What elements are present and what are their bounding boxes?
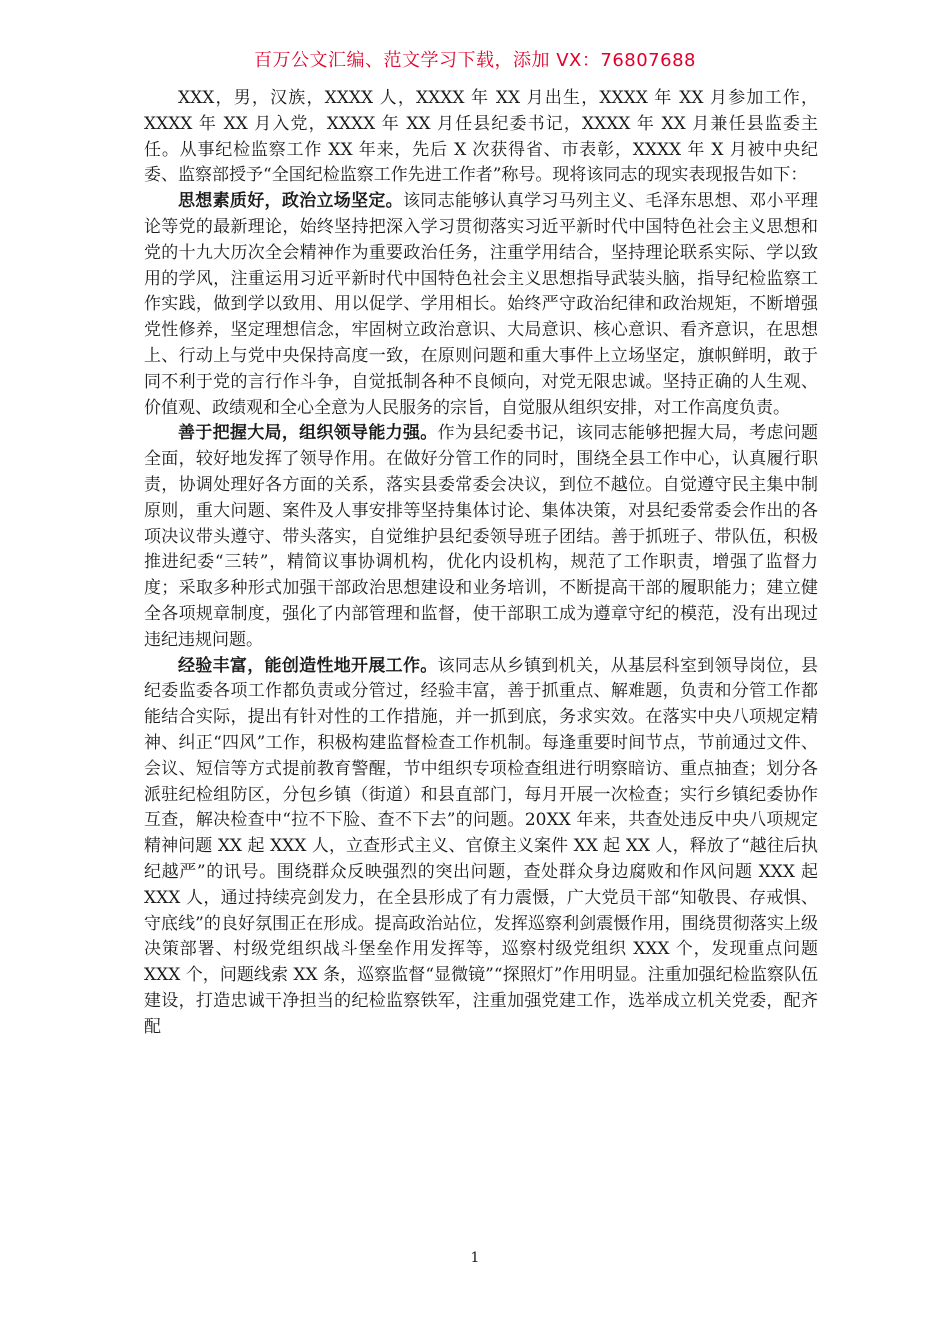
section-heading-3: 经验丰富，能创造性地开展工作。 [178, 655, 438, 676]
page-number: 1 [470, 1250, 480, 1266]
section-paragraph-1 [144, 189, 818, 421]
section-heading-1: 思想素质好，政治立场坚定。 [178, 191, 403, 212]
section-body-2: 作为县纪委书记，该同志能够把握大局，考虑问题全面，较好地发挥了领导作用。在做好分管工作的同时，围绕全县工作中心，认真履行职责，协调处理好各方面的关系，落实县委常委会决议，到位不越位。自觉遵守民主集中制原则，重大问题、案件及人事安排等坚持集体讨论、集体决策，对县纪委常委会作出的各项决议带头遵守、带头落实，自觉维护县纪委领导班子团结。善于抓班子、带队伍，积极推进纪委“三转”，精简议事协调机构，优化内设机构，规范了工作职责，增强了监督力度；采取多种形式加强干部政治思想建设和业务培训，不断提高干部的履职能力；建立健全各项规章制度，强化了内部管理和监督，使干部职工成为遵章守纪的模范，没有出现过违纪违规问题。 [144, 423, 819, 650]
intro-paragraph: XXX，男，汉族，XXXX 人，XXXX 年 XX 月出生，XXXX 年 XX 月参加工作，XXXX 年 XX 月入党，XXXX 年 XX 月任县纪委书记，XXXX 年 XX 月兼任县监委主任。从事纪检监察工作 XX 年来，先后 X 次获得省、市表彰，XXXX 年 X 月被中央纪委、监察部授予“全国纪检监察工作先进工作者”称号。现将该同志的现实表现报告如下： [144, 88, 818, 186]
section-body-3: 该同志从乡镇到机关，从基层科室到领导岗位，县纪委监委各项工作都负责或分管过，经验丰富，善于抓重点、解难题，负责和分管工作都能结合实际，提出有针对性的工作措施，并一抓到底，务求实效。在落实中央八项规定精神、纠正“四风”工作，积极构建监督检查工作机制。每逢重要时间节点，节前通过文件、会议、短信等方式提前教育警醒，节中组织专项检查组进行明察暗访、重点抽查；划分各派驻纪检组防区，分包乡镇（街道）和县直部门，每月开展一次检查；实行乡镇纪委协作互查，解决检查中“拉不下脸、查不下去”的问题。20XX 年来，共查处违反中央八项规定精神问题 XX 起 XXX 人，立查形式主义、官僚主义案件 XX 起 XX 人，释放了“越往后执纪越严”的讯号。围绕群众反映强烈的突出问题，查处群众身边腐败和作风问题 XXX 起 XXX 人，通过持续亮剑发力，在全县形成了有力震慑，广大党员干部“知敬畏、存戒惧、守底线”的良好氛围正在形成。提高政治站位，发挥巡察利剑震慑作用，围绕贯彻落实上级决策部署、村级党组织战斗堡垒作用发挥等，巡察村级党组织 XXX 个，发现重点问题 XXX 个，问题线索 XX 条，巡察监督“显微镜”“探照灯”作用明显。注重加强纪检监察队伍建设，打造忠诚干净担当的纪检监察铁军，注重加强党建工作，选举成立机关党委，配齐配 [144, 655, 819, 1037]
section-paragraph-2 [144, 421, 818, 653]
document-body [144, 86, 818, 1040]
section-body-1: 该同志能够认真学习马列主义、毛泽东思想、邓小平理论等党的最新理论，始终坚持把深入学习贯彻落实习近平新时代中国特色社会主义思想和党的十九大历次全会精神作为重要政治任务，注重学用结合，坚持理论联系实际、学以致用的学风，注重运用习近平新时代中国特色社会主义思想指导武装头脑，指导纪检监察工作实践，做到学以致用、用以促学、学用相长。始终严守政治纪律和政治规矩，不断增强党性修养，坚定理想信念，牢固树立政治意识、大局意识、核心意识、看齐意识，在思想上、行动上与党中央保持高度一致，在原则问题和重大事件上立场坚定，旗帜鲜明，敢于同不利于党的言行作斗争，自觉抵制各种不良倾向，对党无限忠诚。坚持正确的人生观、价值观、政绩观和全心全意为人民服务的宗旨，自觉服从组织安排，对工作高度负责。 [144, 191, 819, 418]
download-banner: 百万公文汇编、范文学习下载，添加 VX：76807688 [254, 50, 696, 71]
section-paragraph-3 [144, 654, 818, 1041]
section-heading-2: 善于把握大局，组织领导能力强。 [178, 423, 438, 444]
